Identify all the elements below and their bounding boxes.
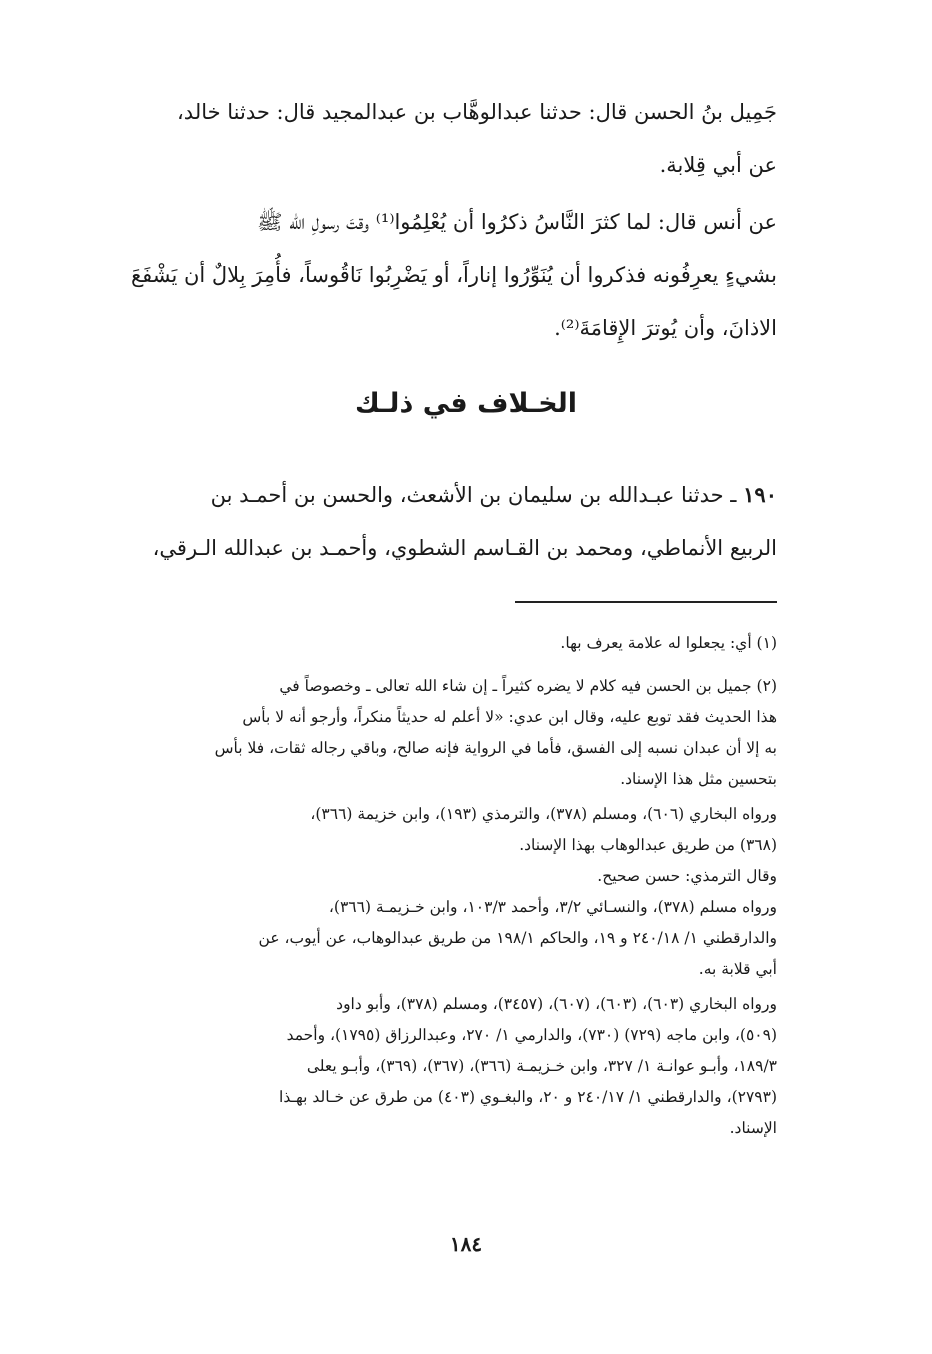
text-line: عن أبي قِلابة. — [659, 153, 777, 177]
footnote-line: (٥٠٩)، وابن ماجه (٧٢٩) (٧٣٠)، والدارمي ١/ ٢٧٠، وعبدالرزاق (١٧٩٥)، وأحمد — [286, 1026, 777, 1044]
text-line: بشيءٍ يعرِفُونه فذكروا أن يُنَوِّرُوا إناراً، أو يَضْرِبُوا نَاقُوساً، فأُمِرَ بِلالٌ أن يَشْفَعَ — [130, 263, 777, 287]
text-line: عن أنس قال: لما كثرَ النَّاسُ ذكرُوا أن يُعْلِمُوا⁽¹⁾ وقتَ رسولِ الله ﷺ — [257, 210, 777, 234]
text-line: جَمِيل بنُ الحسن قال: حدثنا عبدالوهَّاب بن عبدالمجيد قال: حدثنا خالد، — [177, 100, 777, 124]
footnote-line: هذا الحديث فقد توبع عليه، وقال ابن عدي: «لا أعلم له حديثاً منكراً، وأرجو أنه لا بأس — [242, 708, 777, 726]
footnotes — [152, 628, 777, 1144]
footnote-line: الإسناد. — [729, 1119, 777, 1137]
footnote-2-paragraph — [152, 861, 777, 892]
body-paragraph-isnad — [112, 86, 777, 192]
text-line: الاذانَ، وأن يُوترَ الإِقامَةَ⁽²⁾. — [554, 316, 777, 340]
page-number: ١٨٤ — [449, 1232, 483, 1256]
footnote-line: ورواه مسلم (٣٧٨)، والنسـائي ٣/٢، وأحمد ١٠٣/٣، وابن خـزيمـة (٣٦٦)، — [328, 898, 777, 916]
footnote-line: وقال الترمذي: حسن صحيح. — [597, 867, 777, 885]
section-heading: الخـلاف في ذلـك — [354, 388, 578, 419]
footnote-line: (٢) جميل بن الحسن فيه كلام لا يضره كثيراً ـ إن شاء الله تعالى ـ وخصوصاً في — [279, 677, 777, 695]
body-paragraph-numbered — [112, 468, 777, 575]
footnote-2 — [152, 671, 777, 795]
hadith-number: ١٩٠ — [743, 482, 777, 507]
text-line: الربيع الأنماطي، ومحمد بن القـاسم الشطوي، وأحمـد بن عبدالله الـرقي، — [152, 536, 777, 560]
footnote-line: ورواه البخاري (٦٠٣)، (٦٠٣)، (٦٠٧)، (٣٤٥٧)، ومسلم (٣٧٨)، وأبو داود — [336, 995, 777, 1013]
footnote-2-paragraph — [152, 989, 777, 1144]
footnote-line: والدارقطني ١/ ٢٤٠/١٨ و ١٩، والحاكم ١٩٨/١ من طريق عبدالوهاب، عن أيوب، عن — [258, 929, 777, 947]
footnote-separator — [515, 601, 777, 603]
footnote-line: (٢٧٩٣)، والدارقطني ١/ ٢٤٠/١٧ و ٢٠، والبغـوي (٤٠٣) من طرق عن خـالد بهـذا — [279, 1088, 777, 1106]
footnote-line: (١) أي: يجعلوا له علامة يعرف بها. — [560, 634, 777, 652]
footnote-2-paragraph — [152, 892, 777, 985]
footnote-2-paragraph — [152, 799, 777, 861]
text-line — [112, 468, 777, 522]
footnote-1 — [152, 628, 777, 659]
footnote-line: به إلا أن عبدان نسبه إلى الفسق، فأما في الرواية فإنه صالح، وباقي رجاله ثقات، فلا بأس — [214, 739, 777, 757]
footnote-line: أبي قلابة به. — [698, 960, 777, 978]
footnote-line: ورواه البخاري (٦٠٦)، ومسلم (٣٧٨)، والترمذي (١٩٣)، وابن خزيمة (٣٦٦)، — [310, 805, 777, 823]
body-paragraph-hadith — [112, 196, 777, 355]
footnote-line: ١٨٩/٣، وأبـو عوانـة ١/ ٣٢٧، وابن خـزيمـة (٣٦٦)، (٣٦٧)، (٣٦٩)، وأبـو يعلى — [306, 1057, 777, 1075]
footnote-line: بتحسين مثل هذا الإسناد. — [620, 770, 777, 788]
text-line-content: ـ حدثنا عبـدالله بن سليمان بن الأشعث، والحسن بن أحمـد بن — [210, 483, 737, 507]
footnote-line: (٣٦٨) من طريق عبدالوهاب بهذا الإسناد. — [519, 836, 777, 854]
